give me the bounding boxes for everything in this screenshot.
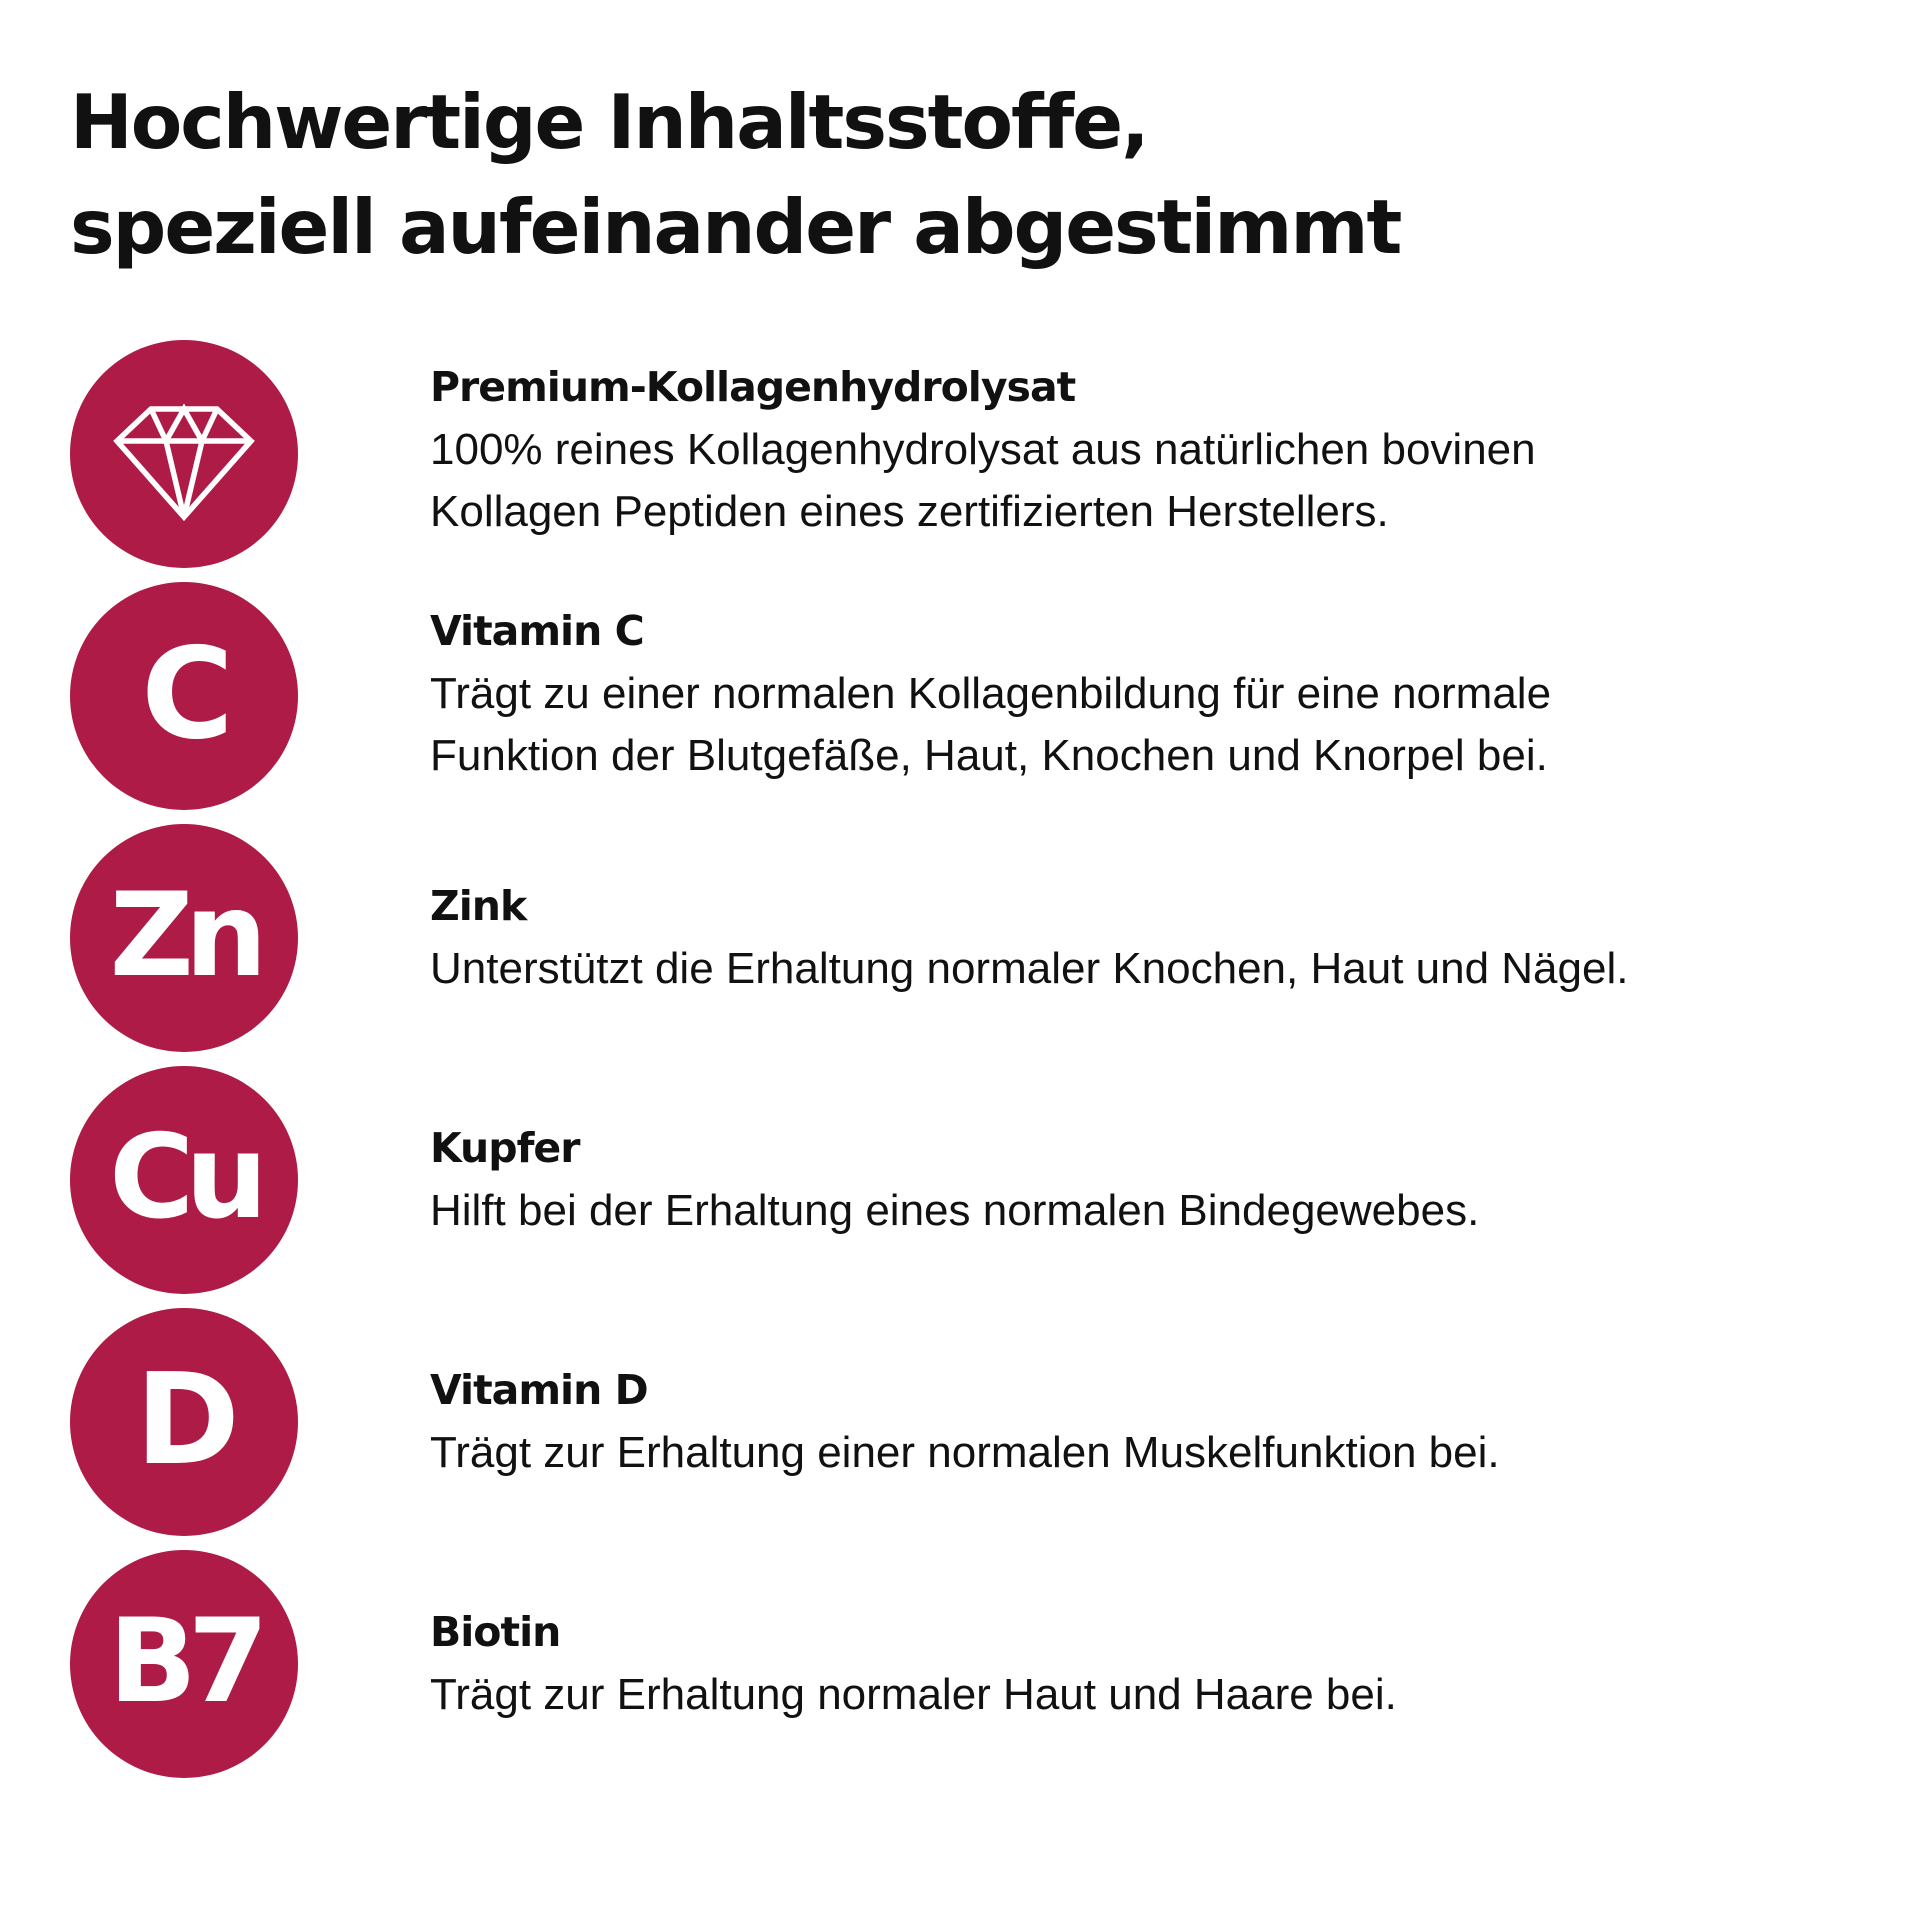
biotin-badge — [70, 1550, 298, 1778]
vitamin-c-badge — [70, 582, 298, 810]
ingredient-description-line: Trägt zur Erhaltung einer normalen Muskelfunktion bei. — [430, 1428, 1500, 1477]
badge-symbol: C — [141, 620, 227, 767]
ingredient-text-premium-collagen — [430, 360, 1690, 543]
ingredient-description-line: Funktion der Blutgefäße, Haut, Knochen und Knorpel bei. — [430, 731, 1548, 780]
ingredient-description-line: 100% reines Kollagenhydrolysat aus natürlichen bovinen — [430, 425, 1536, 474]
ingredient-description — [430, 1664, 1690, 1726]
ingredient-title: Premium-Kollagenhydrolysat — [430, 363, 1076, 411]
diamond-icon — [70, 340, 298, 568]
ingredient-title: Vitamin D — [430, 1366, 648, 1414]
ingredient-text-vitamin-d — [430, 1363, 1690, 1484]
zinc-badge — [70, 824, 298, 1052]
badge-symbol: B7 — [108, 1594, 260, 1729]
ingredient-title: Zink — [430, 882, 527, 930]
ingredient-vitamin-d — [70, 1308, 1850, 1536]
ingredient-description — [430, 938, 1690, 1000]
ingredient-description-line: Trägt zur Erhaltung normaler Haut und Haare bei. — [430, 1670, 1397, 1719]
ingredient-description-line: Kollagen Peptiden eines zertifizierten Herstellers. — [430, 487, 1389, 536]
ingredient-text-biotin — [430, 1605, 1690, 1726]
copper-badge — [70, 1066, 298, 1294]
page-title — [70, 70, 1570, 280]
badge-symbol: D — [135, 1346, 233, 1493]
ingredient-description — [430, 1422, 1690, 1484]
ingredient-premium-collagen — [70, 340, 1850, 568]
ingredient-title: Biotin — [430, 1608, 561, 1656]
ingredient-description — [430, 1180, 1690, 1242]
page-title-line-2: speziell aufeinander abgestimmt — [70, 183, 1401, 271]
badge-symbol: Zn — [109, 868, 259, 1003]
ingredient-description-line: Trägt zu einer normalen Kollagenbildung für eine normale — [430, 669, 1552, 718]
ingredient-description-line: Unterstützt die Erhaltung normaler Knochen, Haut und Nägel. — [430, 944, 1629, 993]
vitamin-d-badge — [70, 1308, 298, 1536]
ingredient-description-line: Hilft bei der Erhaltung eines normalen Bindegewebes. — [430, 1186, 1480, 1235]
ingredient-zinc — [70, 824, 1850, 1052]
page-title-line-1: Hochwertige Inhaltsstoffe, — [70, 78, 1148, 166]
ingredient-description — [430, 663, 1690, 787]
ingredient-description — [430, 419, 1690, 543]
ingredient-copper — [70, 1066, 1850, 1294]
ingredient-text-copper — [430, 1121, 1690, 1242]
ingredient-text-vitamin-c — [430, 604, 1690, 787]
badge-symbol: Cu — [109, 1110, 259, 1245]
ingredient-title: Vitamin C — [430, 607, 644, 655]
ingredient-vitamin-c — [70, 582, 1850, 810]
ingredient-title: Kupfer — [430, 1124, 580, 1172]
ingredient-biotin — [70, 1550, 1850, 1778]
ingredient-text-zinc — [430, 879, 1690, 1000]
